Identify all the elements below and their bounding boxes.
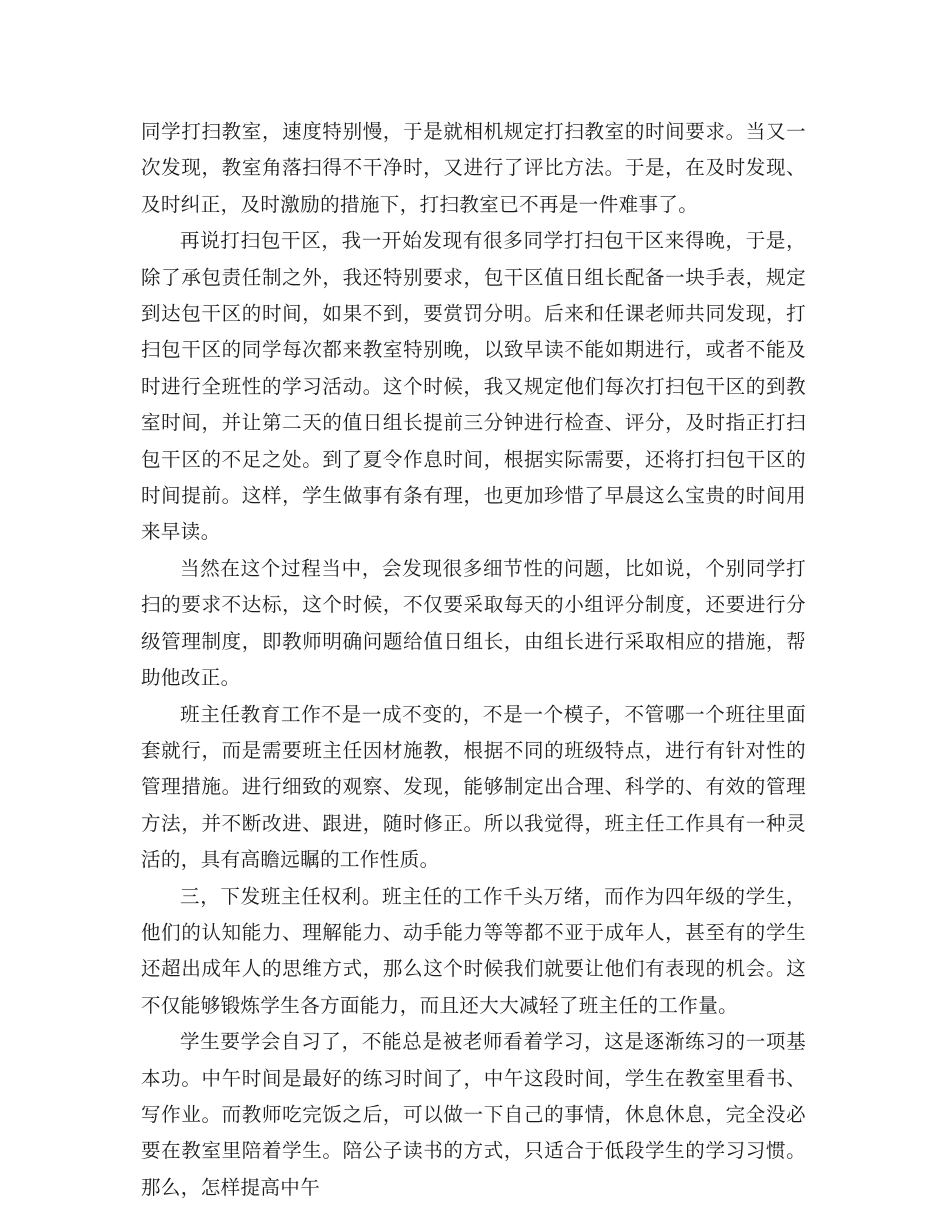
paragraph-self-study: 学生要学会自习了，不能总是被老师看着学习，这是逐渐练习的一项基本功。中午时间是最好的练习时间了，中午这段时间，学生在教室里看书、写作业。而教师吃完饭之后，可以做一下自己的事情，休息休息，完全没必要在教室里陪着学生。陪公子读书的方式，只适合于低段学生的学习习惯。那么，怎样提高中午 (141, 1030, 806, 1199)
paragraph-delegate-authority: 三，下发班主任权利。班主任的工作千头万绪，而作为四年级的学生，他们的认知能力、理解能力、动手能力等等都不亚于成年人，甚至有的学生还超出成年人的思维方式，那么这个时候我们就要让他们有表现的机会。这不仅能够锻炼学生各方面能力，而且还大大减轻了班主任的工作量。 (141, 884, 806, 1017)
paragraph-flexible-management: 班主任教育工作不是一成不变的，不是一个模子，不管哪一个班往里面套就行，而是需要班主任因材施教，根据不同的班级特点，进行有针对性的管理措施。进行细致的观察、发现，能够制定出合理、科学的、有效的管理方法，并不断改进、跟进，随时修正。所以我觉得，班主任工作具有一种灵活的，具有高瞻远瞩的工作性质。 (141, 702, 806, 872)
paragraph-classroom-cleaning: 同学打扫教室，速度特别慢，于是就相机规定打扫教室的时间要求。当又一次发现，教室角落扫得不干净时，又进行了评比方法。于是，在及时发现、及时纠正，及时激励的措施下，打扫教室已不再是一件难事了。 (141, 120, 806, 216)
paragraph-detail-issues: 当然在这个过程当中，会发现很多细节性的问题，比如说，个别同学打扫的要求不达标，这个时候，不仅要采取每天的小组评分制度，还要进行分级管理制度，即教师明确问题给值日组长，由组长进行采取相应的措施，帮助他改正。 (141, 556, 806, 690)
document-body (141, 114, 806, 1206)
paragraph-area-cleaning: 再说打扫包干区，我一开始发现有很多同学打扫包干区来得晚，于是，除了承包责任制之外，我还特别要求，包干区值日组长配备一块手表，规定到达包干区的时间，如果不到，要赏罚分明。后来和任课老师共同发现，打扫包干区的同学每次都来教室特别晚，以致早读不能如期进行，或者不能及时进行全班性的学习活动。这个时候，我又规定他们每次打扫包干区的到教室时间，并让第二天的值日组长提前三分钟进行检查、评分，及时指正打扫包干区的不足之处。到了夏令作息时间，根据实际需要，还将打扫包干区的时间提前。这样，学生做事有条有理，也更加珍惜了早晨这么宝贵的时间用来早读。 (141, 229, 806, 544)
